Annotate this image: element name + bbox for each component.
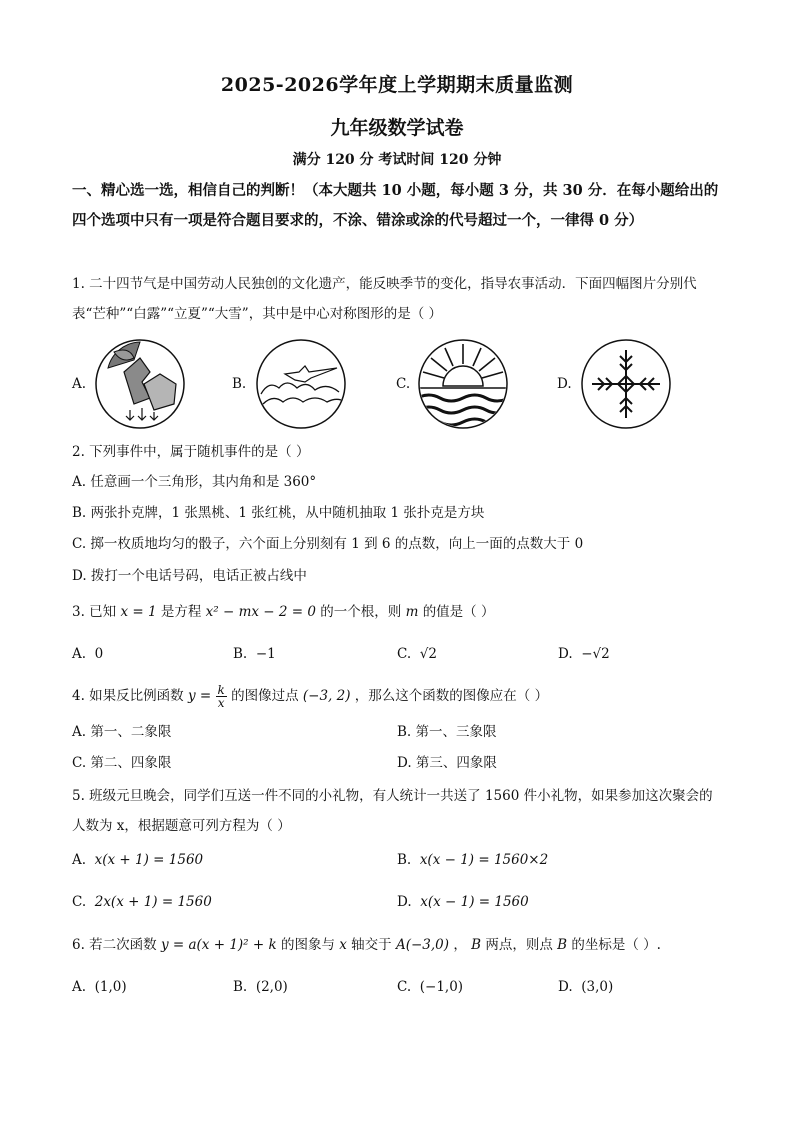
q6-point-b: B — [471, 937, 482, 953]
q6-option-b — [233, 977, 288, 997]
q3-option-d-label: D. — [558, 646, 573, 662]
q3-text-1: 3. 已知 — [72, 604, 117, 620]
q1-option-a-label: A. — [72, 376, 87, 392]
q6-option-b-label: B. — [233, 979, 248, 995]
q4-fraction-denominator: x — [217, 696, 225, 710]
q3-text-3: 的一个根，则 — [320, 604, 402, 620]
q6-option-d-label: D. — [558, 979, 573, 995]
q2-option-c: C. 掷一枚质地均匀的骰子，六个面上分别刻有 1 到 6 的点数，向上一面的点数大于 0 — [72, 536, 584, 552]
q3-equation: x² − mx − 2 = 0 — [205, 604, 316, 620]
q6-option-c-label: C. — [397, 979, 412, 995]
q6-option-a-label: A. — [72, 979, 87, 995]
q6-text-1: 6. 若二次函数 — [72, 937, 157, 953]
q6-text-3: 轴交于 — [351, 937, 392, 953]
q6-axis: x — [339, 937, 347, 953]
q6-text-2: 的图象与 — [280, 937, 335, 953]
mangzhong-icon — [94, 338, 186, 430]
q3-option-b-value: −1 — [255, 646, 276, 662]
q3-option-a-value: 0 — [94, 646, 104, 662]
bailu-icon — [255, 338, 347, 430]
q5-option-d-value: x(x − 1) = 1560 — [420, 894, 529, 910]
q3-option-b — [233, 644, 276, 664]
q3-option-c-label: C. — [397, 646, 412, 662]
q6-function: y = a(x + 1)² + k — [160, 937, 277, 953]
q4-fraction-numerator: k — [217, 683, 225, 697]
question-3-stem — [72, 602, 494, 622]
q4-option-d: D. 第三、四象限 — [397, 755, 497, 771]
q3-option-c — [397, 644, 437, 664]
q6-option-c-value: (−1,0) — [419, 979, 464, 995]
q3-option-d — [558, 644, 610, 664]
question-6-stem — [72, 935, 661, 955]
q1-option-d-label: D. — [557, 376, 572, 392]
q3-variable-m: m — [405, 604, 419, 620]
q2-option-b: B. 两张扑克牌，1 张黑桃、1 张红桃，从中随机抽取 1 张扑克是方块 — [72, 505, 485, 521]
q6-text-4: ， — [453, 937, 467, 953]
q2-option-d: D. 拨打一个电话号码，电话正被占线中 — [72, 568, 307, 584]
q5-option-a-value: x(x + 1) = 1560 — [94, 852, 204, 868]
q6-point-b-2: B — [557, 937, 568, 953]
q3-text-4: 的值是（ ） — [422, 604, 495, 620]
q6-text-6: 的坐标是（ ）. — [571, 937, 661, 953]
question-5-stem: 5. 班级元旦晚会，同学们互送一件不同的小礼物，有人统计一共送了 1560 件小礼物，如果参加这次聚会的人数为 x，根据题意可列方程为（ ） — [72, 788, 713, 834]
q6-option-d — [558, 977, 613, 997]
q4-point: (−3, 2) — [302, 688, 351, 704]
q4-fraction — [216, 684, 227, 709]
q4-text-1: 4. 如果反比例函数 — [72, 688, 184, 704]
q6-text-5: 两点，则点 — [485, 937, 553, 953]
q4-option-c: C. 第二、四象限 — [72, 755, 172, 771]
daxue-icon — [580, 338, 672, 430]
exam-title: 2025-2026学年度上学期期末质量监测 — [220, 74, 574, 96]
q1-option-c-label: C. — [396, 376, 411, 392]
lixia-icon — [417, 338, 509, 430]
q1-option-b-label: B. — [232, 376, 247, 392]
q6-option-b-value: (2,0) — [255, 979, 288, 995]
q5-option-a-label: A. — [72, 852, 87, 868]
q5-option-b — [397, 850, 548, 870]
q3-equation-root: x = 1 — [120, 604, 157, 620]
q6-option-c — [397, 977, 463, 997]
q6-option-a-value: (1,0) — [94, 979, 127, 995]
question-1-stem: 1. 二十四节气是中国劳动人民独创的文化遗产，能反映季节的变化，指导农事活动．下面四幅图片分别代表“芒种”“白露”“立夏”“大雪”，其中是中心对称图形的是（ ） — [72, 276, 697, 322]
q3-option-a — [72, 644, 103, 664]
q6-point-a: A(−3,0) — [395, 937, 450, 953]
q5-option-a — [72, 850, 203, 870]
question-4-stem — [72, 684, 548, 709]
q4-function-y: y = — [187, 688, 212, 704]
q5-option-b-label: B. — [397, 852, 412, 868]
q4-text-3: ，那么这个函数的图像应在（ ） — [354, 688, 549, 704]
q6-option-a — [72, 977, 127, 997]
exam-subtitle: 九年级数学试卷 — [330, 117, 464, 139]
q6-option-d-value: (3,0) — [581, 979, 614, 995]
q3-option-d-value: −√2 — [581, 646, 610, 662]
q5-option-c-value: 2x(x + 1) = 1560 — [94, 894, 212, 910]
q3-option-b-label: B. — [233, 646, 248, 662]
q5-option-d — [397, 892, 529, 912]
q4-option-b: B. 第一、三象限 — [397, 724, 497, 740]
question-2-stem: 2. 下列事件中，属于随机事件的是（ ） — [72, 444, 310, 460]
q5-option-d-label: D. — [397, 894, 412, 910]
q5-option-c-label: C. — [72, 894, 87, 910]
exam-info: 满分 120 分 考试时间 120 分钟 — [292, 152, 502, 168]
q4-option-a: A. 第一、二象限 — [72, 724, 172, 740]
q3-option-c-value: √2 — [419, 646, 437, 662]
q4-text-2: 的图像过点 — [231, 688, 299, 704]
q2-option-a: A. 任意画一个三角形，其内角和是 360° — [72, 474, 317, 490]
section-1-instructions: 一、精心选一选，相信自己的判断！（本大题共 10 小题，每小题 3 分，共 30 分．在每小题给出的四个选项中只有一项是符合题目要求的，不涂、错涂或涂的代号超过一个，一律得 0 分） — [72, 182, 719, 229]
q3-text-2: 是方程 — [160, 604, 202, 620]
q5-option-b-value: x(x − 1) = 1560×2 — [419, 852, 549, 868]
q3-option-a-label: A. — [72, 646, 87, 662]
q5-option-c — [72, 892, 212, 912]
